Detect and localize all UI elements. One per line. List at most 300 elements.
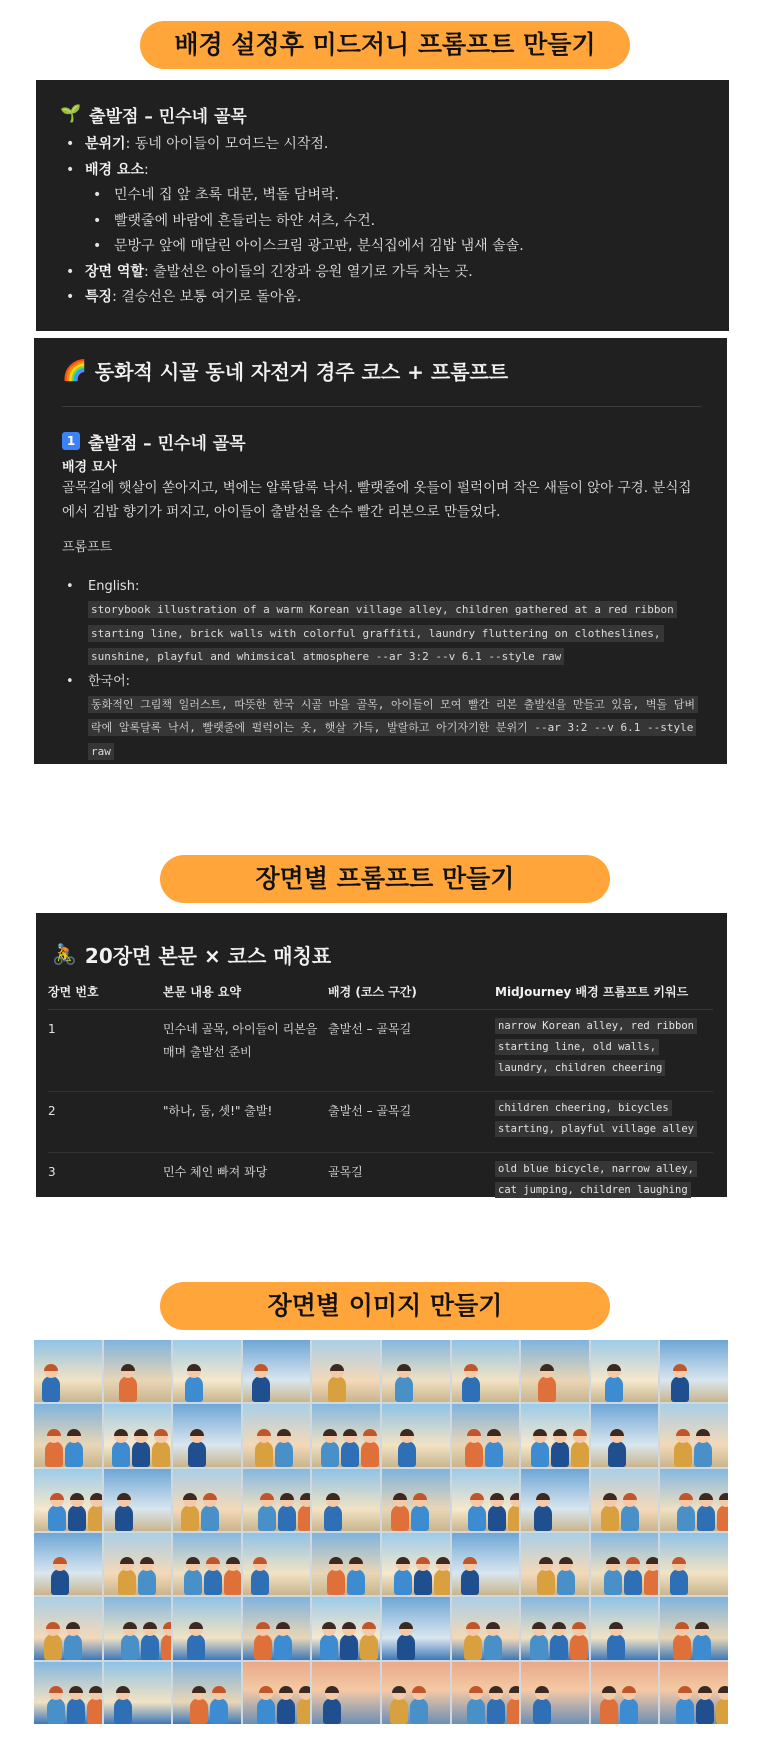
scene-illustration [173, 1469, 241, 1531]
scene-illustration [382, 1469, 450, 1531]
child-figure [434, 1569, 450, 1595]
scene-illustration [660, 1597, 728, 1659]
scene-illustration [521, 1404, 589, 1466]
child-figure [571, 1441, 589, 1467]
prompt-korean-item [62, 671, 701, 764]
cell-scene-number: 1 [48, 1009, 163, 1091]
child-hair [326, 1493, 340, 1500]
child-hair [469, 1686, 483, 1693]
child-hair [363, 1429, 377, 1436]
child-hair [46, 1622, 60, 1629]
cell-scene-number: 2 [48, 1091, 163, 1152]
child-figure [620, 1698, 638, 1724]
child-hair [573, 1429, 587, 1436]
child-hair [509, 1686, 520, 1693]
scene-illustration [660, 1340, 728, 1402]
list-item-label: 분위기 [85, 136, 126, 152]
child-figure [48, 1505, 66, 1531]
child-figure [361, 1441, 379, 1467]
list-item-text: 민수네 집 앞 초록 대문, 벽돌 담벼락. [114, 187, 339, 203]
child-figure [328, 1376, 346, 1402]
child-figure [397, 1634, 415, 1660]
child-hair [539, 1557, 553, 1564]
child-figure [341, 1441, 359, 1467]
column-header-background: 배경 (코스 구간) [328, 975, 495, 1009]
child-figure [255, 1441, 273, 1467]
child-figure [112, 1441, 130, 1467]
child-figure [252, 1376, 270, 1402]
child-hair [330, 1364, 344, 1371]
scene-illustration [34, 1340, 102, 1402]
child-hair [187, 1364, 201, 1371]
child-hair [143, 1622, 157, 1629]
child-figure [391, 1505, 409, 1531]
cell-background: 골목길 [328, 1164, 363, 1179]
child-figure [464, 1634, 482, 1660]
list-item-text: : 결승선은 보통 여기로 돌아옴. [112, 289, 302, 305]
child-hair [698, 1686, 712, 1693]
child-figure [152, 1441, 170, 1467]
child-figure [275, 1441, 293, 1467]
child-figure [67, 1698, 85, 1724]
child-hair [121, 1364, 135, 1371]
course-prompt-panel [34, 338, 727, 764]
child-hair [299, 1686, 311, 1693]
child-figure [671, 1376, 689, 1402]
scene-illustration [173, 1533, 241, 1595]
child-figure [468, 1505, 486, 1531]
child-hair [646, 1557, 659, 1564]
child-hair [399, 1622, 413, 1629]
child-hair [695, 1622, 709, 1629]
child-hair [300, 1493, 311, 1500]
list-item-label: 장면 역할 [85, 263, 144, 280]
child-hair [323, 1429, 337, 1436]
child-hair [559, 1557, 573, 1564]
scene-illustration [243, 1662, 311, 1724]
scene-illustration [382, 1404, 450, 1466]
child-hair [260, 1493, 274, 1500]
section-title-midjourney: 배경 설정후 미드저니 프롬프트 만들기 [140, 21, 630, 69]
child-figure [693, 1634, 711, 1660]
child-figure [323, 1698, 341, 1724]
child-figure [132, 1441, 150, 1467]
scene-illustration [104, 1340, 172, 1402]
scene-illustration [521, 1662, 589, 1724]
column-header-summary: 본문 내용 요약 [163, 975, 328, 1009]
child-hair [609, 1622, 623, 1629]
child-hair [114, 1429, 128, 1436]
child-figure [487, 1698, 505, 1724]
child-figure [274, 1634, 292, 1660]
child-figure [277, 1698, 295, 1724]
child-hair [120, 1557, 134, 1564]
scene-illustration [34, 1404, 102, 1466]
child-figure [604, 1569, 622, 1595]
sub-list-item [60, 183, 703, 209]
child-figure [551, 1441, 569, 1467]
cell-background: 출발선 – 골목길 [328, 1009, 495, 1091]
scene-illustration [660, 1404, 728, 1466]
scene-illustration [521, 1469, 589, 1531]
scene-illustration [660, 1662, 728, 1724]
column-header-keywords: MidJourney 배경 프롬프트 키워드 [495, 975, 713, 1009]
child-hair [607, 1364, 621, 1371]
scene-subheading-text: 출발점 – 민수네 골목 [88, 433, 246, 454]
child-hair [672, 1557, 686, 1564]
child-figure [550, 1634, 568, 1660]
scene-subheading [62, 429, 701, 453]
child-hair [606, 1557, 620, 1564]
child-hair [679, 1493, 693, 1500]
cyclist-icon: 🚴 [52, 942, 77, 966]
child-figure [414, 1569, 432, 1595]
prompt-english-code[interactable]: storybook illustration of a warm Korean village alley, children gathered at a red ribbon starting line, brick walls with colorful graffiti, laundry fluttering on clotheslines, sunshine, playful and whimsical atmosphere --ar 3:2 --v 6.1 --style raw [88, 601, 677, 665]
child-hair [602, 1686, 616, 1693]
child-hair [623, 1493, 637, 1500]
child-figure [119, 1376, 137, 1402]
child-figure [258, 1505, 276, 1531]
scene-illustration [591, 1662, 659, 1724]
child-figure [188, 1441, 206, 1467]
child-figure [360, 1634, 378, 1660]
child-hair [393, 1493, 407, 1500]
scene-illustration [452, 1340, 520, 1402]
child-hair [536, 1493, 550, 1500]
child-figure [670, 1569, 688, 1595]
child-hair [718, 1686, 728, 1693]
child-figure [621, 1505, 639, 1531]
child-figure [297, 1698, 311, 1724]
cell-keywords[interactable]: old blue bicycle, narrow alley, cat jumping, children laughing [495, 1161, 697, 1198]
list-item [60, 158, 703, 184]
child-hair [190, 1429, 204, 1436]
child-figure [411, 1505, 429, 1531]
child-figure [530, 1634, 548, 1660]
child-figure [697, 1505, 715, 1531]
child-hair [226, 1557, 240, 1564]
child-hair [322, 1622, 336, 1629]
child-hair [392, 1686, 406, 1693]
child-figure [121, 1634, 139, 1660]
scene-illustration [104, 1469, 172, 1531]
child-hair [413, 1493, 427, 1500]
child-figure [534, 1505, 552, 1531]
scene-illustration [312, 1469, 380, 1531]
child-hair [259, 1686, 273, 1693]
child-hair [192, 1686, 206, 1693]
scene-illustration [591, 1533, 659, 1595]
child-hair [603, 1493, 617, 1500]
prompt-english-label: • English: [88, 579, 140, 594]
child-hair [540, 1364, 554, 1371]
child-figure [161, 1634, 172, 1660]
child-hair [44, 1364, 58, 1371]
child-figure [254, 1634, 272, 1660]
scene-illustration [243, 1404, 311, 1466]
child-hair [397, 1364, 411, 1371]
child-figure [608, 1441, 626, 1467]
child-figure [47, 1698, 65, 1724]
scene-illustration [312, 1533, 380, 1595]
child-hair [673, 1364, 687, 1371]
divider [62, 406, 701, 407]
child-hair [69, 1686, 83, 1693]
child-hair [489, 1686, 503, 1693]
scene-matching-table-panel [36, 913, 727, 1197]
cell-summary: 민수 체인 빠져 꽈당 [163, 1164, 268, 1179]
child-figure [340, 1634, 358, 1660]
child-figure [410, 1698, 428, 1724]
scene-illustration [452, 1533, 520, 1595]
scene-illustration [521, 1533, 589, 1595]
child-hair [50, 1493, 64, 1500]
cell-keywords[interactable]: narrow Korean alley, red ribbon starting line, old walls, laundry, children cheering [495, 1018, 697, 1076]
cell-summary: "하나, 둘, 셋!" 출발! [163, 1091, 328, 1152]
scene-illustration [243, 1340, 311, 1402]
scene-illustration [34, 1469, 102, 1531]
list-item-text: : 동네 아이들이 모여드는 시작점. [125, 136, 329, 152]
column-header-scene-number: 장면 번호 [48, 975, 163, 1009]
child-figure [716, 1698, 728, 1724]
scene-illustration [312, 1340, 380, 1402]
child-figure [187, 1634, 205, 1660]
scene-illustration [243, 1469, 311, 1531]
child-hair [53, 1557, 67, 1564]
child-figure [507, 1698, 520, 1724]
child-figure [210, 1698, 228, 1724]
child-figure [605, 1376, 623, 1402]
list-item [60, 260, 703, 286]
child-figure [600, 1698, 618, 1724]
course-description-panel [36, 80, 729, 331]
child-figure [45, 1441, 63, 1467]
scene-illustration [591, 1469, 659, 1531]
child-hair [257, 1429, 271, 1436]
child-hair [572, 1622, 586, 1629]
child-hair [487, 1429, 501, 1436]
child-figure [607, 1634, 625, 1660]
list-item-text: : 출발선은 아이들의 긴장과 응원 열기로 가득 차는 곳. [143, 263, 473, 280]
table-row [48, 1009, 713, 1091]
child-hair [699, 1493, 713, 1500]
child-figure [65, 1441, 83, 1467]
scene-illustration [452, 1404, 520, 1466]
child-figure [324, 1505, 342, 1531]
child-hair [276, 1622, 290, 1629]
child-hair [183, 1493, 197, 1500]
cell-keywords[interactable]: children cheering, bicycles starting, playful village alley [495, 1100, 697, 1137]
child-figure [676, 1698, 694, 1724]
child-hair [552, 1622, 566, 1629]
scene-illustration [34, 1662, 102, 1724]
panel-heading-text: 동화적 시골 동네 자전거 경주 코스 + 프롬프트 [94, 359, 509, 384]
child-hair [49, 1686, 63, 1693]
scene-illustration [452, 1469, 520, 1531]
scene-illustration [173, 1662, 241, 1724]
panel-heading [60, 102, 703, 126]
child-figure [64, 1634, 82, 1660]
list-item-label: 배경 요소 [85, 161, 144, 178]
child-hair [467, 1429, 481, 1436]
child-hair [256, 1622, 270, 1629]
child-hair [510, 1493, 520, 1500]
prompt-korean-label: • 한국어: [88, 673, 131, 689]
list-item [60, 132, 703, 158]
list-item-label: 특징 [85, 289, 113, 305]
scene-illustration [591, 1340, 659, 1402]
child-hair [89, 1686, 102, 1693]
scene-illustration [104, 1662, 172, 1724]
child-hair [134, 1429, 148, 1436]
child-hair [329, 1557, 343, 1564]
child-figure [251, 1569, 269, 1595]
child-figure [395, 1376, 413, 1402]
child-figure [694, 1441, 712, 1467]
child-figure [88, 1505, 102, 1531]
list-item [60, 285, 703, 311]
child-figure [181, 1505, 199, 1531]
cell-background: 출발선 – 골목길 [328, 1091, 495, 1152]
scene-illustration [173, 1404, 241, 1466]
child-figure [484, 1634, 502, 1660]
child-hair [400, 1429, 414, 1436]
child-hair [622, 1686, 636, 1693]
child-hair [90, 1493, 102, 1500]
scene-illustration [660, 1469, 728, 1531]
child-figure [114, 1698, 132, 1724]
child-figure [394, 1569, 412, 1595]
child-hair [696, 1429, 710, 1436]
child-hair [343, 1429, 357, 1436]
child-hair [675, 1622, 689, 1629]
child-figure [42, 1376, 60, 1402]
scene-illustration [382, 1533, 450, 1595]
child-figure [488, 1505, 506, 1531]
list-item-text: 문방구 앞에 매달린 아이스크림 광고판, 분식집에서 김밥 냄새 솔솔. [114, 238, 524, 254]
child-hair [140, 1557, 154, 1564]
child-figure [321, 1441, 339, 1467]
child-figure [696, 1698, 714, 1724]
child-hair [67, 1429, 81, 1436]
child-hair [532, 1622, 546, 1629]
child-hair [186, 1557, 200, 1564]
child-hair [535, 1686, 549, 1693]
scene-illustration [312, 1597, 380, 1659]
child-hair [66, 1622, 80, 1629]
prompt-english-item [62, 576, 701, 669]
list-item-text: 빨랫줄에 바람에 흔들리는 하얀 셔츠, 수건. [114, 212, 376, 229]
background-description-label: 배경 묘사 [62, 460, 117, 475]
child-figure [461, 1569, 479, 1595]
panel-heading [48, 937, 713, 971]
child-hair [116, 1686, 130, 1693]
child-figure [485, 1441, 503, 1467]
child-hair [212, 1686, 226, 1693]
scene-illustration [521, 1597, 589, 1659]
child-figure [190, 1698, 208, 1724]
child-figure [644, 1569, 659, 1595]
child-figure [462, 1376, 480, 1402]
child-figure [320, 1634, 338, 1660]
child-figure [224, 1569, 241, 1595]
child-hair [189, 1622, 203, 1629]
scene-illustration [382, 1597, 450, 1659]
child-hair [436, 1557, 450, 1564]
number-one-icon: 1 [62, 432, 80, 450]
child-figure [624, 1569, 642, 1595]
child-figure [184, 1569, 202, 1595]
child-figure [537, 1569, 555, 1595]
table-row [48, 1152, 713, 1208]
child-figure [327, 1569, 345, 1595]
scene-illustration [104, 1533, 172, 1595]
child-figure [677, 1505, 695, 1531]
child-figure [673, 1634, 691, 1660]
child-figure [467, 1698, 485, 1724]
scene-illustration [382, 1340, 450, 1402]
child-figure [87, 1698, 102, 1724]
child-hair [533, 1429, 547, 1436]
scene-illustration [104, 1404, 172, 1466]
scene-illustration [591, 1597, 659, 1659]
section-title-scene-images: 장면별 이미지 만들기 [160, 1282, 610, 1330]
scene-image-grid [34, 1340, 728, 1724]
child-figure [118, 1569, 136, 1595]
seedling-icon: 🌱 [60, 104, 82, 124]
child-hair [154, 1429, 168, 1436]
scene-illustration [173, 1340, 241, 1402]
child-figure [185, 1376, 203, 1402]
child-hair [47, 1429, 61, 1436]
scene-illustration [243, 1597, 311, 1659]
child-hair [163, 1622, 172, 1629]
child-figure [533, 1698, 551, 1724]
child-figure [570, 1634, 588, 1660]
child-hair [280, 1493, 294, 1500]
child-hair [486, 1622, 500, 1629]
prompt-list [62, 576, 701, 763]
section-title-scene-prompts: 장면별 프롬프트 만들기 [160, 855, 610, 903]
child-figure [531, 1441, 549, 1467]
child-hair [117, 1493, 131, 1500]
scene-illustration [173, 1597, 241, 1659]
child-figure [398, 1441, 416, 1467]
child-hair [470, 1493, 484, 1500]
scene-illustration [660, 1533, 728, 1595]
child-hair [610, 1429, 624, 1436]
cell-summary: 민수네 골목, 아이들이 리본을 매며 출발선 준비 [163, 1009, 328, 1091]
scene-illustration [452, 1662, 520, 1724]
child-hair [626, 1557, 640, 1564]
child-figure [538, 1376, 556, 1402]
child-hair [412, 1686, 426, 1693]
cell-scene-number: 3 [48, 1164, 56, 1179]
child-hair [463, 1557, 477, 1564]
child-figure [68, 1505, 86, 1531]
child-figure [201, 1505, 219, 1531]
child-hair [277, 1429, 291, 1436]
scene-illustration [104, 1597, 172, 1659]
prompt-korean-code[interactable]: 동화적인 그림책 일러스트, 따뜻한 한국 시골 마을 골목, 아이들이 모여 빨간 리본 출발선을 만들고 있음, 벽돌 담벼락에 알록달록 낙서, 빨랫줄에 펄럭이는 옷, 햇살 가득, 발랄하고 아기자기한 분위기 --ar 3:2 --v 6.1 --style raw [88, 696, 698, 760]
child-hair [676, 1429, 690, 1436]
child-hair [342, 1622, 356, 1629]
child-hair [279, 1686, 293, 1693]
scene-illustration [34, 1533, 102, 1595]
child-figure [115, 1505, 133, 1531]
child-hair [123, 1622, 137, 1629]
rainbow-icon: 🌈 [62, 358, 87, 382]
